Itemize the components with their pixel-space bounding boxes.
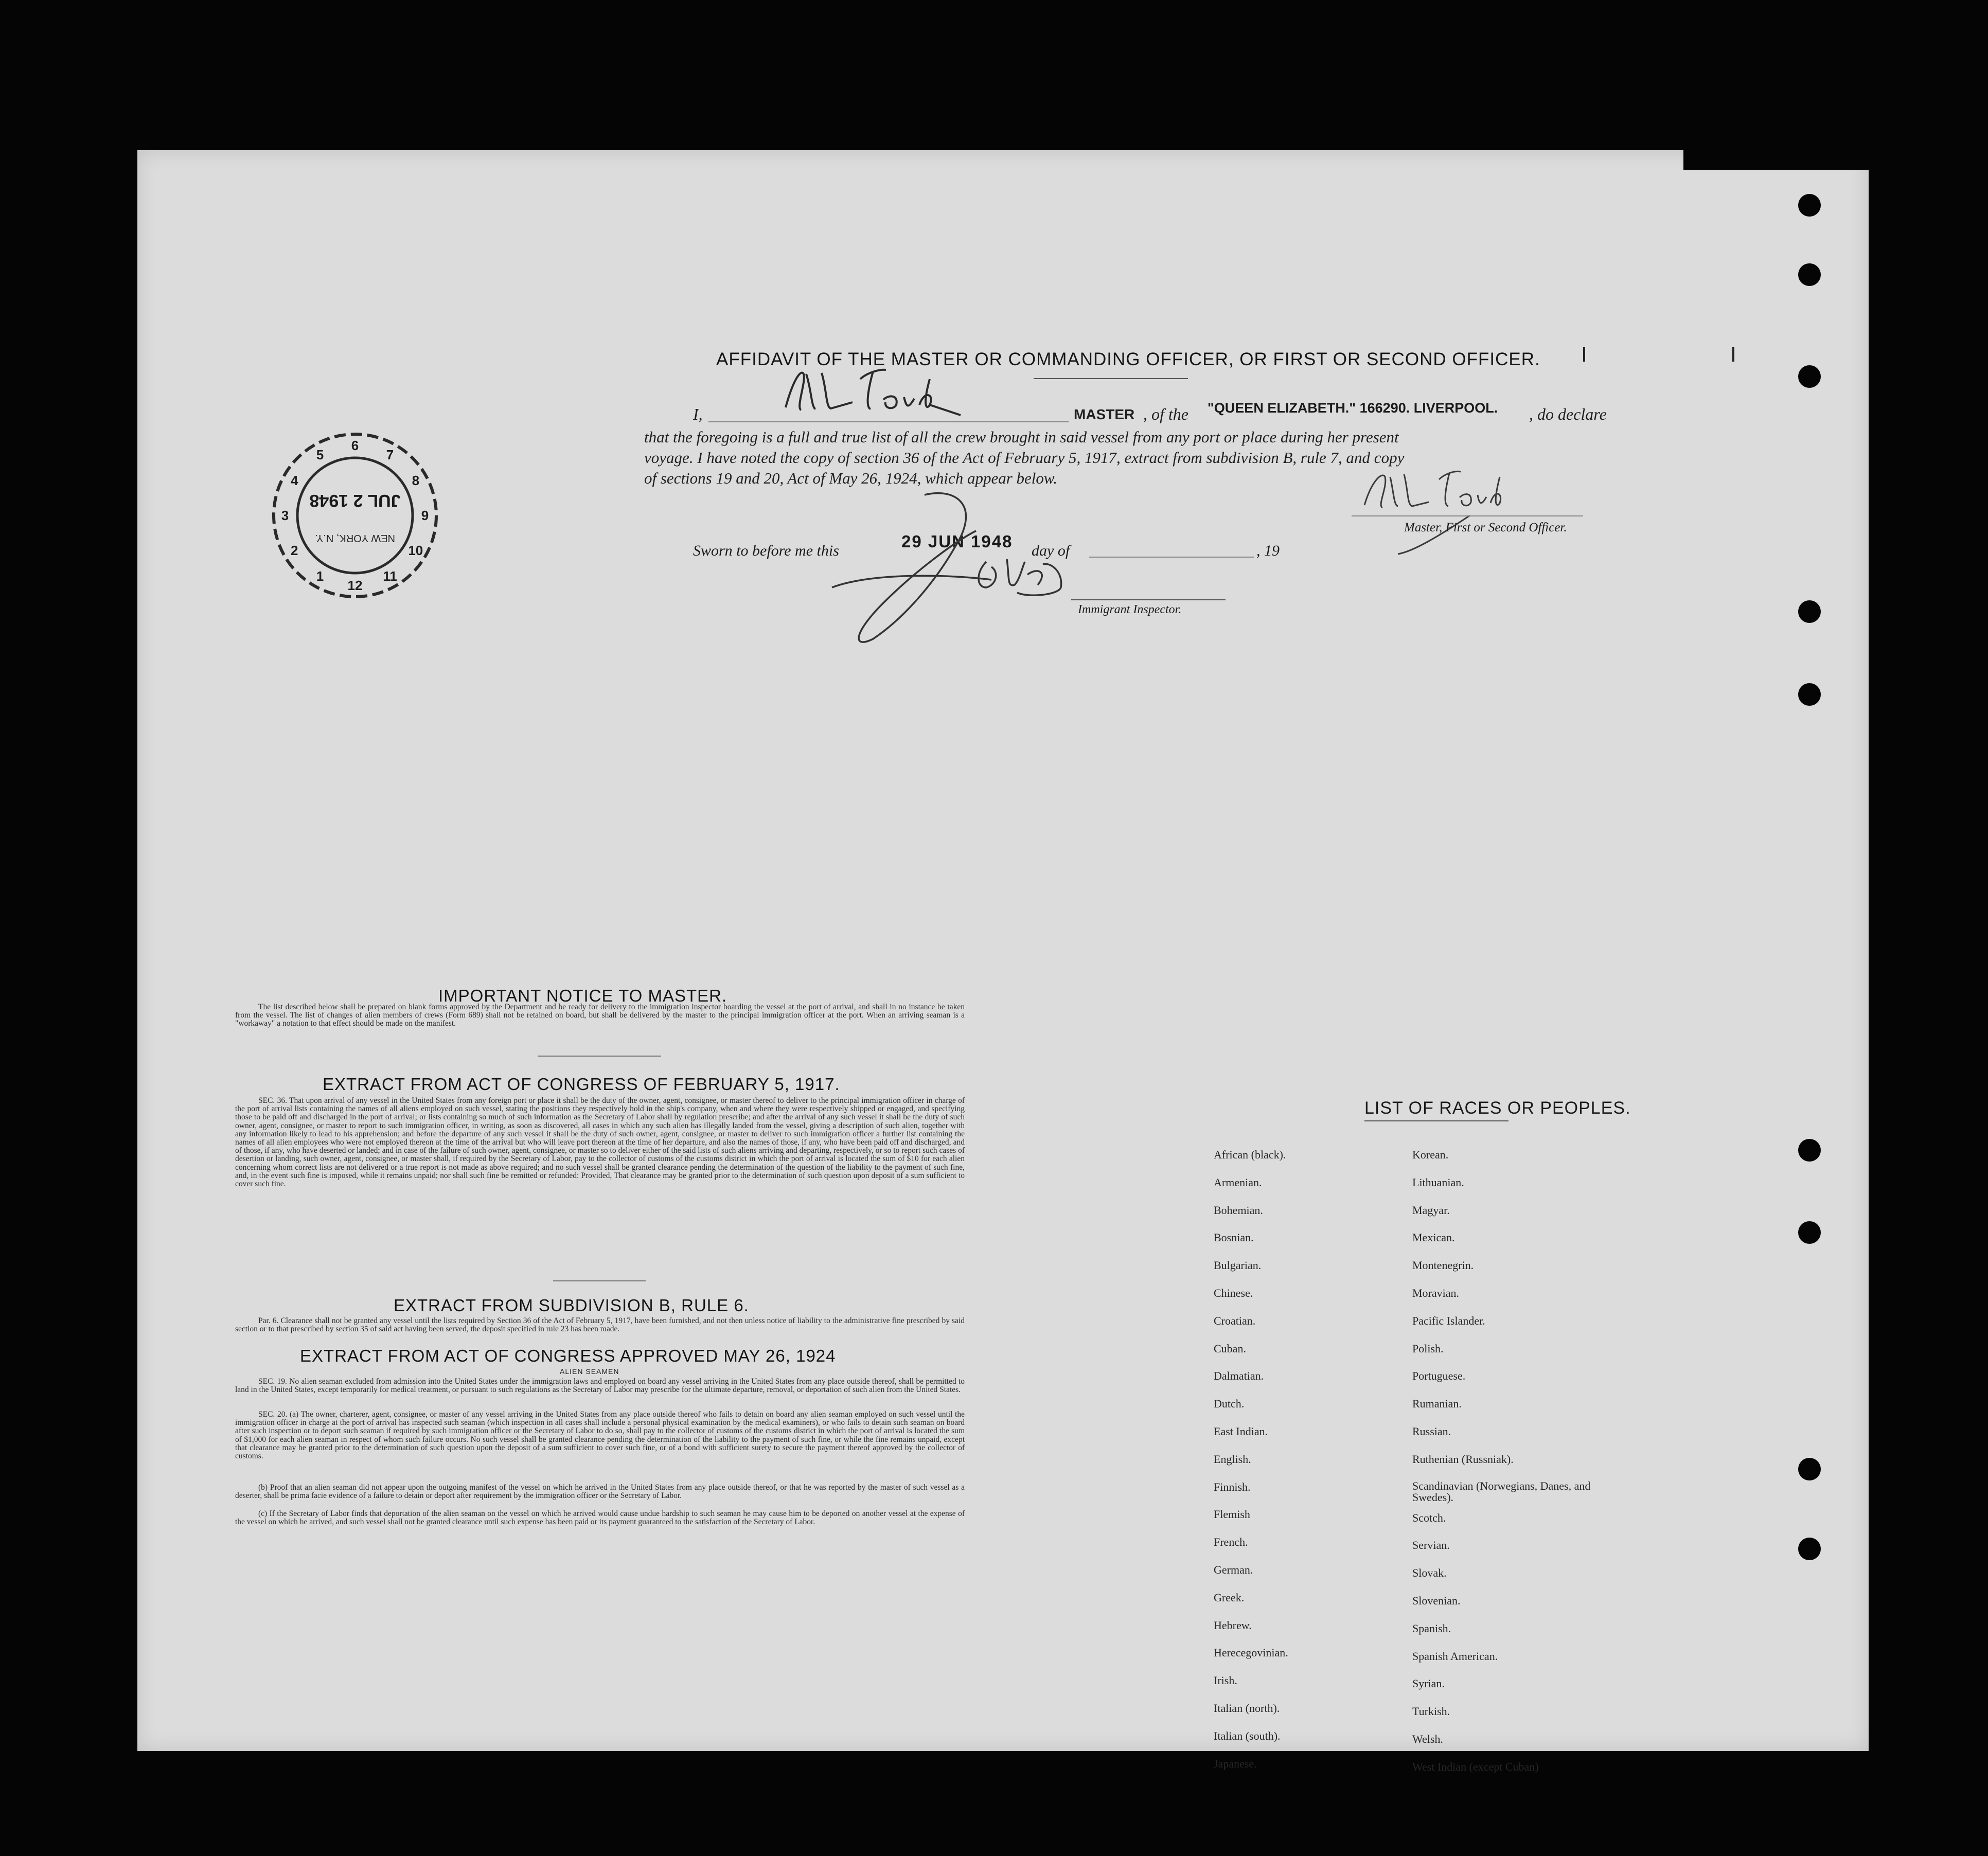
stamp-dial-number: 2 xyxy=(290,543,298,558)
master-signature-handwritten xyxy=(775,359,981,425)
stamp-location: NEW YORK, N.Y. xyxy=(315,532,395,544)
race-item: Spanish American. xyxy=(1412,1649,1498,1663)
torn-edge xyxy=(1683,150,1869,170)
extract-1924-subtitle: ALIEN SEAMEN xyxy=(560,1367,619,1376)
notice-text: The list described below shall be prepared on blank forms approved by the Department and be ready for delivery to the immigration inspector boarding the vessel at the port of arrival, and shall in no instance be taken from the vessel. The list of changes of alien members of crews (Form 689) shall not be retained on board, but shall be delivered by the master to the principal immigration officer at the port. When an arriving seaman is a "workaway" a notation to that effect should be made on the manifest. xyxy=(235,1003,965,1028)
declaration-line-1: that the foregoing is a full and true list of all the crew brought in said vessel from any port or place during her present xyxy=(644,428,1399,446)
extract-1917-title: EXTRACT FROM ACT OF CONGRESS OF FEBRUARY 5, 1917. xyxy=(323,1075,840,1094)
section-rule xyxy=(538,1056,661,1057)
race-item: Irish. xyxy=(1214,1674,1237,1687)
punch-hole xyxy=(1798,1458,1821,1480)
vessel-name-field: "QUEEN ELIZABETH." 166290. LIVERPOOL. xyxy=(1208,400,1498,416)
punch-hole xyxy=(1798,1139,1821,1162)
declaration-i-label: I, xyxy=(693,405,703,423)
race-item: Slovenian. xyxy=(1412,1594,1461,1607)
race-item: Moravian. xyxy=(1412,1287,1460,1299)
races-title-underline xyxy=(1364,1120,1508,1121)
inspector-line xyxy=(1071,599,1226,600)
arrival-date-stamp xyxy=(268,433,448,613)
race-item: Armenian. xyxy=(1214,1175,1262,1189)
declaration-do-declare: , do declare xyxy=(1529,405,1607,423)
document-sheet xyxy=(137,150,1869,1773)
race-item: West Indian (except Cuban) xyxy=(1412,1760,1539,1773)
stamp-dial-number: 10 xyxy=(408,543,423,558)
race-item: Bohemian. xyxy=(1214,1203,1263,1217)
race-item: Bulgarian. xyxy=(1214,1259,1262,1272)
race-item: Ruthenian (Russniak). xyxy=(1412,1452,1514,1466)
race-item: Dalmatian. xyxy=(1214,1369,1264,1383)
stamp-dial-number: 8 xyxy=(412,473,420,488)
declaration-of-the: , of the xyxy=(1143,405,1188,423)
stamp-dial-number: 1 xyxy=(316,568,324,584)
punch-hole xyxy=(1798,600,1821,623)
stamp-dial-number: 5 xyxy=(316,447,324,463)
stamp-dial-number: 7 xyxy=(386,447,394,463)
race-item: English. xyxy=(1214,1452,1251,1466)
race-item: Croatian. xyxy=(1214,1314,1256,1327)
stamp-dial-number: 4 xyxy=(290,473,298,488)
race-item: Lithuanian. xyxy=(1412,1175,1464,1189)
extract-1924-title: EXTRACT FROM ACT OF CONGRESS APPROVED MAY 26, 1924 xyxy=(300,1346,836,1365)
punch-hole xyxy=(1798,1221,1821,1244)
race-item: Flemish xyxy=(1214,1508,1250,1521)
officer-signature-handwritten xyxy=(1362,459,1526,551)
punch-hole xyxy=(1798,1538,1821,1560)
margin-tick xyxy=(1732,347,1734,362)
race-item: Herecegovinian. xyxy=(1214,1646,1288,1659)
margin-tick xyxy=(1583,347,1585,362)
subdivision-b-title: EXTRACT FROM SUBDIVISION B, RULE 6. xyxy=(394,1296,749,1315)
notice-title: IMPORTANT NOTICE TO MASTER. xyxy=(438,986,727,1005)
month-line xyxy=(1089,557,1254,558)
extract-1924-sec20c: (c) If the Secretary of Labor finds that deportation of the alien seaman on the vessel on which he arrived would cause undue hardship to such seaman he may cause him to be deported on another vessel at the expense of the vessel on which he arrived, and such vessel shall not be granted clearance until such expense has been paid or its payment guaranteed to the satisfaction of the Secretary of Labor. xyxy=(235,1509,965,1527)
punch-hole xyxy=(1798,263,1821,286)
inspector-signature-handwritten xyxy=(822,485,1089,654)
sworn-date-stamp: 29 JUN 1948 xyxy=(901,532,1013,551)
race-item: Portuguese. xyxy=(1412,1369,1466,1383)
race-item: Scotch. xyxy=(1412,1511,1446,1524)
race-item: Russian. xyxy=(1412,1425,1451,1438)
race-item: Dutch. xyxy=(1214,1397,1245,1411)
subdivision-b-text: Par. 6. Clearance shall not be granted any vessel until the lists required by Section 36 of the Act of February 5, 1917, have been furnished, and not then unless notice of liability to the administrative fine prescribed by said section or to that prescribed by section 35 of said act having been served, the deposit specified in rule 23 has been made. xyxy=(235,1316,965,1334)
sworn-year-prefix: , 19 xyxy=(1256,542,1280,559)
race-item: Servian. xyxy=(1412,1539,1450,1552)
race-item: Montenegrin. xyxy=(1412,1259,1474,1272)
race-item: Greek. xyxy=(1214,1591,1245,1604)
race-item: Scandinavian (Norwegians, Danes, and Swedes). xyxy=(1412,1479,1591,1504)
race-item: Polish. xyxy=(1412,1342,1444,1355)
rank-field: MASTER xyxy=(1074,406,1135,422)
inspector-caption: Immigrant Inspector. xyxy=(1078,603,1182,616)
race-item: Cuban. xyxy=(1214,1342,1246,1355)
race-item: Chinese. xyxy=(1214,1287,1253,1299)
extract-1924-sec19: SEC. 19. No alien seaman excluded from admission into the United States under the immigration laws and employed on board any vessel arriving in the United States from any place outside thereof, shall be permitted to land in the United States, except temporarily for medical treatment, or pursuant to such regulations as the Secretary of Labor may prescribe for the ultimate departure, removal, or deportation of such alien from the United States. xyxy=(235,1377,965,1395)
races-title: LIST OF RACES OR PEOPLES. xyxy=(1364,1098,1631,1118)
punch-hole xyxy=(1798,194,1821,217)
race-item: Syrian. xyxy=(1412,1677,1445,1690)
race-item: French. xyxy=(1214,1536,1248,1549)
race-item: Mexican. xyxy=(1412,1231,1455,1244)
officer-signature-caption: Master, First or Second Officer. xyxy=(1404,521,1567,534)
race-item: Italian (south). xyxy=(1214,1729,1281,1742)
stamp-date: JUL 2 1948 xyxy=(309,491,401,510)
race-item: Korean. xyxy=(1412,1148,1449,1161)
punch-hole xyxy=(1798,365,1821,388)
race-item: Slovak. xyxy=(1412,1566,1447,1580)
race-item: Japanese. xyxy=(1214,1757,1257,1770)
title-rule xyxy=(1034,378,1188,379)
section-rule xyxy=(553,1280,646,1281)
sworn-day-of: day of xyxy=(1032,542,1070,559)
extract-1924-sec20b: (b) Proof that an alien seaman did not appear upon the outgoing manifest of the vessel on which he arrived in the United States from any place outside thereof, or that he was reported by the master of such vessel as a deserter, shall be prima facie evidence of a failure to detain or deport after requirement by the immigration officer or the Secretary of Labor. xyxy=(235,1483,965,1501)
race-item: Pacific Islander. xyxy=(1412,1314,1485,1327)
officer-signature-line xyxy=(1352,515,1583,516)
race-item: Bosnian. xyxy=(1214,1231,1254,1244)
affidavit-title: AFFIDAVIT OF THE MASTER OR COMMANDING OFFICER, OR FIRST OR SECOND OFFICER. xyxy=(716,349,1540,369)
stamp-dial-number: 3 xyxy=(281,508,289,523)
race-item: Turkish. xyxy=(1412,1705,1450,1718)
race-item: Magyar. xyxy=(1412,1203,1450,1217)
extract-1924-sec20a: SEC. 20. (a) The owner, charterer, agent, consignee, or master of any vessel arriving in the United States from any place outside thereof who fails to detain on board any alien seaman employed on such vessel until the immigration officer in charge at the port of arrival has inspected such seaman (which inspection in all cases shall include a personal physical examination by the medical examiners), or who fails to detain such seaman on board after such inspection or to deport such seaman if required by such immigration officer or the Secretary of Labor to do so, shall pay to the collector of customs of the customs district in which the port of arrival is located the sum of $1,000 for each alien seaman in respect of whom such failure occurs. No such vessel shall be granted clearance pending the determination of the liability to the payment of such fine, or while the fine remains unpaid, except that clearance may be granted prior to the determination of such question upon the deposit of a sum sufficient to cover such fine, or of a bond with sufficient surety to secure the payment thereof approved by the collector of customs. xyxy=(235,1410,965,1461)
extract-1917-text: SEC. 36. That upon arrival of any vessel in the United States from any foreign port or place it shall be the duty of the owner, agent, consignee, or master thereof to deliver to the principal immigration officer in charge of the port of arrival lists containing the names of all aliens employed on such vessel, stating the positions they respectively hold in the ship's company, when and where they were respectively shipped or engaged, and specifying those to be paid off and discharged in the port of arrival; or lists containing so much of such information as the Secretary of Labor shall by regulation prescribe; and after the arrival of any such vessel it shall be the duty of such owner, agent, consignee, or master to report to such immigration officer, in writing, as soon as discovered, all cases in which any such alien has illegally landed from the vessel, giving a description of such alien, together with any information likely to lead to his apprehension; and before the departure of any such vessel it shall be the duty of such owner, agent, consignee, or master to deliver to such immigration officer a further list containing the names of all alien employees who were not employed thereon at the time of the arrival but who will leave port thereon at the time of her departure, and also the names of those, if any, who have been paid off and discharged, and of those, if any, who have deserted or landed; and in case of the failure of such owner, agent, consignee, or master so to deliver either of the said lists of such aliens arriving and departing, respectively, or so to report such cases of desertion or landing, such owner, agent, consignee, or master shall, if required by the Secretary of Labor, pay to the collector of customs of the customs district in which the port of arrival is located the sum of $10 for each alien concerning whom correct lists are not delivered or a true report is not made as above required; and no such vessel shall be granted clearance pending the determination of the question of the liability to the payment of such fine, and, in the event such fine is imposed, while it remains unpaid; nor shall such fine be remitted or refunded: Provided, That clearance may be granted prior to the determination of such question upon deposit of a sum sufficient to cover such fine. xyxy=(235,1096,965,1189)
race-item: Hebrew. xyxy=(1214,1618,1252,1632)
race-item: Rumanian. xyxy=(1412,1397,1462,1411)
stamp-dial-number: 11 xyxy=(383,568,397,584)
declaration-line-2: voyage. I have noted the copy of section 36 of the Act of February 5, 1917, extract from subdivision B, rule 7, and copy xyxy=(644,449,1405,467)
race-item: Finnish. xyxy=(1214,1480,1251,1493)
race-item: German. xyxy=(1214,1563,1253,1576)
race-item: East Indian. xyxy=(1214,1425,1268,1438)
race-item: Italian (north). xyxy=(1214,1702,1280,1715)
sworn-label: Sworn to before me this xyxy=(693,542,839,559)
race-item: Welsh. xyxy=(1412,1733,1443,1745)
punch-hole xyxy=(1798,683,1821,706)
race-item: Spanish. xyxy=(1412,1621,1451,1635)
stamp-dial-number: 9 xyxy=(421,508,429,523)
stamp-dial-number: 6 xyxy=(351,438,359,453)
stamp-dial-number: 12 xyxy=(347,578,363,593)
declaration-line-3: of sections 19 and 20, Act of May 26, 1924, which appear below. xyxy=(644,469,1058,487)
race-item: African (black). xyxy=(1214,1148,1286,1161)
